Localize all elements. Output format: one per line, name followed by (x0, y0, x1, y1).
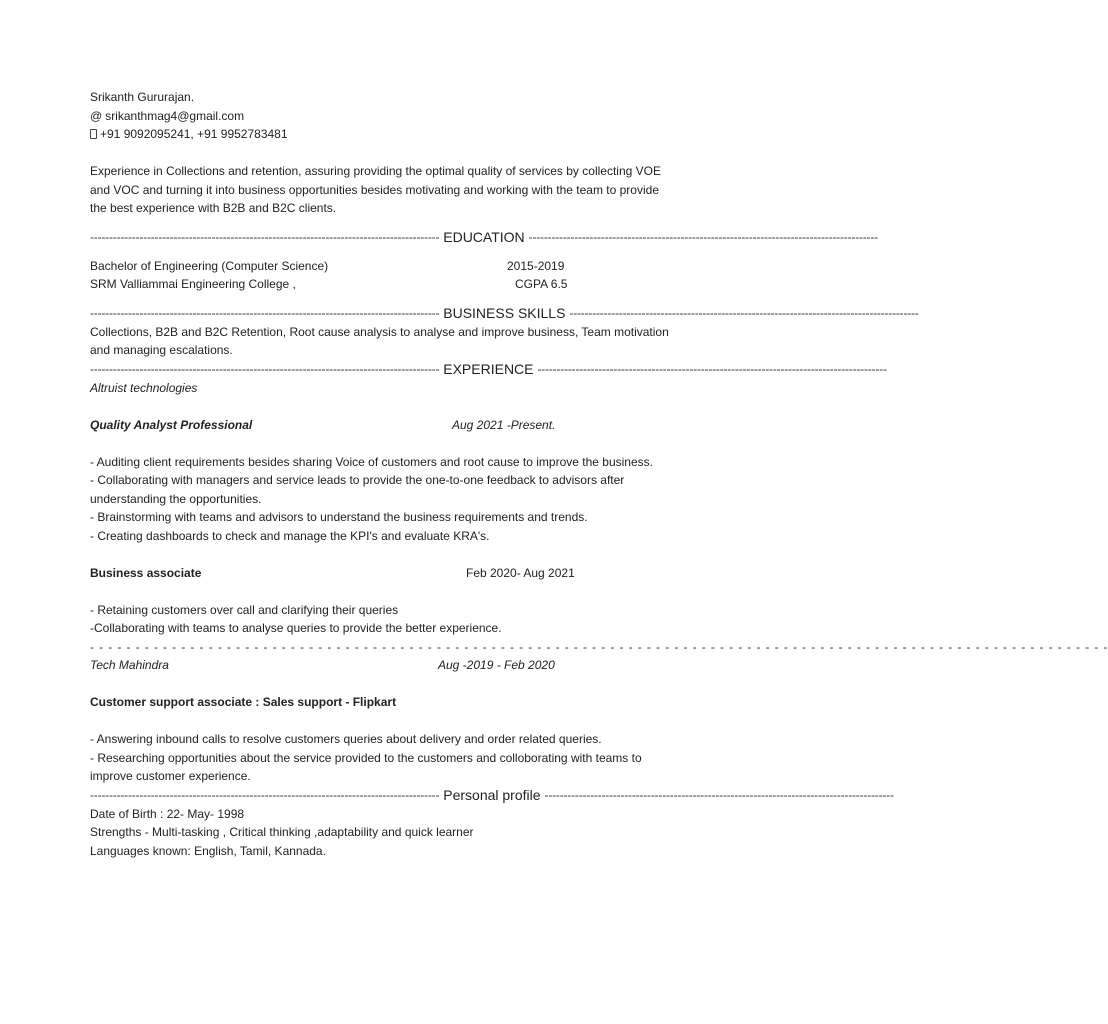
candidate-name: Srikanth Gururajan. (90, 90, 195, 104)
role-qa-title: Quality Analyst Professional (90, 417, 253, 432)
list-item: - Retaining customers over call and clarifying their queries (90, 602, 399, 617)
education-heading: EDUCATION (443, 228, 525, 245)
phone-numbers: +91 9092095241, +91 9952783481 (100, 127, 288, 141)
personal-heading: Personal profile (443, 786, 541, 803)
list-item: -Collaborating with teams to analyse queries to provide the better experience. (90, 621, 502, 635)
email-icon: @ (90, 108, 103, 123)
company-techm-row (90, 656, 676, 675)
experience-divider: -------------------------------------------------------------------------------------------- EXPERIENCE -------------------------------------------------------------------------------------------- (90, 360, 887, 377)
gpa: CGPA 6.5 (515, 277, 568, 291)
list-item: - Brainstorming with teams and advisors to understand the business requirements and trends. (90, 510, 588, 524)
resume-page (90, 88, 1108, 860)
languages: Languages known: English, Tamil, Kannada. (90, 843, 326, 858)
list-item: - Auditing client requirements besides sharing Voice of customers and root cause to improve the business. (90, 454, 653, 469)
degree: Bachelor of Engineering (Computer Science) (90, 258, 329, 273)
role-csa-title: Customer support associate : Sales support - Flipkart (90, 695, 397, 709)
company-separator: - - - - - - - - - - - - - - - - - - - - - - - - - - - - - - - - - - - - - - - - - - - - - - - - - - - - - - - - - - - - - - - - - - - - - - - - - - - - - - - - - - - - - - - - - - - - - - - - - - - - - - - - - - - - - - - - (90, 639, 1108, 654)
skills-heading: BUSINESS SKILLS (443, 304, 566, 321)
company-techm-dates: Aug -2019 - Feb 2020 (438, 658, 555, 672)
college: SRM Valliammai Engineering College , (90, 277, 296, 291)
role-ba-dates: Feb 2020- Aug 2021 (466, 565, 575, 580)
phone-line (90, 125, 676, 144)
email-line (90, 107, 676, 126)
education-years: 2015-2019 (507, 258, 565, 273)
list-item: - Researching opportunities about the service provided to the customers and colloborating with teams to improve customer experience. (90, 750, 642, 783)
role-qa-dates: Aug 2021 -Present. (452, 417, 556, 432)
list-item: - Creating dashboards to check and manage the KPI's and evaluate KRA's. (90, 528, 490, 543)
strengths: Strengths - Multi-tasking , Critical thinking ,adaptability and quick learner (90, 825, 474, 839)
education-row-college (90, 275, 676, 294)
summary-paragraph: Experience in Collections and retention, assuring providing the optimal quality of services by collecting VOE and VOC and turning it into business opportunities besides motivating and working with the team to provide the best experience with B2B and B2C clients. (90, 164, 661, 215)
role-ba-header (90, 564, 676, 583)
education-row-degree (90, 257, 676, 276)
company-altruist: Altruist technologies (90, 380, 198, 395)
role-qa-header (90, 416, 676, 435)
experience-heading: EXPERIENCE (443, 360, 534, 377)
email-address: srikanthmag4@gmail.com (105, 108, 245, 123)
company-techm: Tech Mahindra (90, 658, 169, 672)
education-divider: -------------------------------------------------------------------------------------------- EDUCATION -------------------------------------------------------------------------------------------- (90, 228, 878, 245)
list-item: - Collaborating with managers and service leads to provide the one-to-one feedback to advisors after understanding the opportunities. (90, 473, 625, 506)
skills-text: Collections, B2B and B2C Retention, Root cause analysis to analyse and improve business, Team motivation and managing escalations. (90, 324, 669, 357)
phone-icon (90, 129, 97, 139)
role-ba-title: Business associate (90, 565, 202, 580)
personal-divider: -------------------------------------------------------------------------------------------- Personal profile -------------------------------------------------------------------------------------------- (90, 786, 894, 803)
skills-divider: -------------------------------------------------------------------------------------------- BUSINESS SKILLS -------------------------------------------------------------------------------------------- (90, 304, 919, 321)
list-item: - Answering inbound calls to resolve customers queries about delivery and order related queries. (90, 732, 602, 746)
date-of-birth: Date of Birth : 22- May- 1998 (90, 806, 245, 821)
